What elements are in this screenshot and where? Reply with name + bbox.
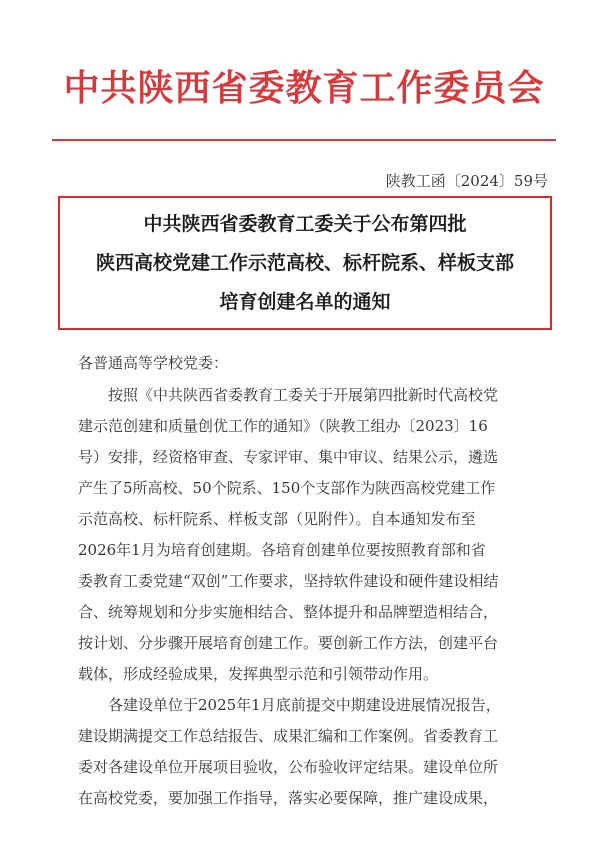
body-line: 2026年1月为培育创建期。各培育创建单位要按照教育部和省 bbox=[78, 541, 486, 559]
body-line: 合、统筹规划和分步实施相结合、整体提升和品牌塑造相结合， bbox=[78, 603, 499, 621]
document-number: 陕教工函〔2024〕59号 bbox=[385, 172, 548, 190]
masthead-title: 中共陕西省委教育工作委员会 bbox=[63, 68, 545, 109]
body-line: 载体，形成经验成果，发挥典型示范和引领带动作用。 bbox=[78, 665, 439, 683]
body-line: 建设期满提交工作总结报告、成果汇编和工作案例。省委教育工 bbox=[78, 727, 499, 745]
red-divider-line bbox=[52, 139, 556, 141]
body-text bbox=[78, 380, 534, 814]
body-line: 委教育工委党建“双创”工作要求，坚持软件建设和硬件建设相结 bbox=[78, 572, 499, 590]
title-line: 中共陕西省委教育工委关于公布第四批 bbox=[143, 213, 467, 235]
body-line: 委对各建设单位开展项目验收，公布验收评定结果。建设单位所 bbox=[78, 758, 499, 776]
notice-title bbox=[58, 205, 552, 322]
body-line: 建示范创建和质量创优工作的通知》（陕教工组办〔2023〕16 bbox=[78, 417, 488, 435]
body-line: 产生了5所高校、50个院系、150个支部作为陕西高校党建工作 bbox=[78, 479, 496, 497]
title-line: 培育创建名单的通知 bbox=[219, 291, 391, 313]
body-line: 按照《中共陕西省委教育工委关于开展第四批新时代高校党 bbox=[78, 386, 499, 404]
body-line: 在高校党委，要加强工作指导，落实必要保障，推广建设成果， bbox=[78, 789, 499, 807]
body-line: 按计划、分步骤开展培育创建工作。要创新工作方法，创建平台 bbox=[78, 634, 499, 652]
body-line: 各建设单位于2025年1月底前提交中期建设进展情况报告， bbox=[78, 696, 501, 714]
body-line: 示范高校、标杆院系、样板支部（见附件）。自本通知发布至 bbox=[78, 510, 476, 528]
salutation: 各普通高等学校党委： bbox=[78, 354, 229, 372]
title-line: 陕西高校党建工作示范高校、标杆院系、样板支部 bbox=[95, 252, 514, 274]
body-line: 号）安排，经资格审查、专家评审、集中审议、结果公示，遴选 bbox=[78, 448, 499, 466]
